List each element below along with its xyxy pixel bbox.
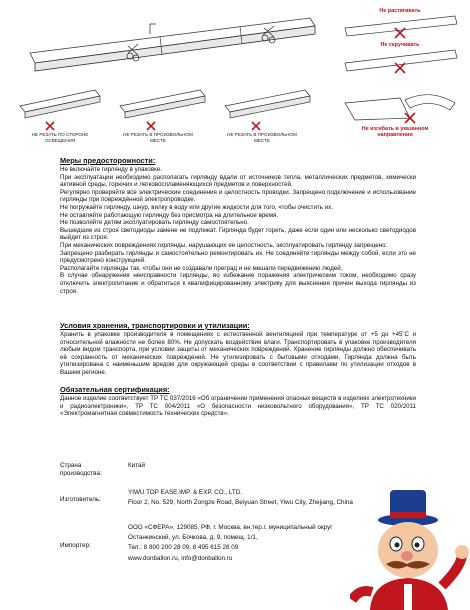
importer-label: Импортер: [60,542,91,549]
certification-title: Обязательная сертификация: [60,385,170,394]
caption-cut-random: НЕ РЕЗАТЬ В ПРОИЗВОЛЬНОМ МЕСТЕ [123,132,193,143]
product-info [60,462,400,602]
precaution-line: Располагайте гирлянды так, чтобы они не создавали преград и не мешали передвижению людей. [60,264,343,272]
precaution-line: Не погружайте гирлянду, шнур, вилку в воду или другие жидкости для того, чтобы очистить их. [60,203,333,211]
cross-icon [46,122,260,130]
caption-cut-other: НЕ РЕЗАТЬ В ПРОИЗВОЛЬНОМ МЕСТЕ [227,132,297,143]
precaution-line: При эксплуатации необходимо располагать гирлянду вдали от источников тепла, металлических предметов, химически активной среды, горючих и легковоспламеняющихся предметов и поверхностей. [60,173,416,189]
maker-value-name: YIWU TOP EASE IMP. & EXP. CO., LTD. [128,489,243,496]
mascot-image [350,488,470,610]
importer-contacts: www.donballon.ru, info@donballon.ru [128,555,233,562]
precautions-section [60,156,416,295]
precaution-line: В случае обнаружения неисправности гирлянды, во избежание поражения электрическим током, необходимо сразу отключить электропитание и обратиться к квалифицированному электрику для выяснения причин выхода гирлянды из строя. [60,272,416,295]
country-label: Страна производства: [60,462,102,477]
warning-no-twist: Не скручивать [380,42,420,48]
precaution-line: Не включайте гирлянду в упаковке. [60,166,162,173]
warning-no-bend: Не изгибать в указанном направлении [361,126,429,139]
precaution-line: При механических повреждениях гирлянды, нарушающих ее целостность, эксплуатировать гирлянду запрещено. [60,241,388,249]
storage-section [60,321,416,377]
certification-line: Данное изделие соответствует ТР ТС 037/2016 «Об ограничении применения опасных веществ в изделиях электротехники и радиоэлектроники», ТР ТС 004/2011 «О безопасности низковольтного оборудования», ТР ТС 020/2011 «Электромагнитная совместимость технических средств». [60,395,416,418]
importer-value-line: Тел.: 8 800 200 28 09, 8 495 615 28 09 [128,544,239,551]
importer-value-line: ООО «СФЕРА», 129085, РФ, г. Москва, вн.тер.г. муниципальный округ [128,524,333,531]
usage-illustration [10,8,460,148]
warning-no-stretch: Не растягивать [379,8,421,14]
maker-label: Изготовитель: [60,496,101,503]
precaution-line: Регулярно проверяйте все электрические соединения и целостность проводки. Запрещено подключение и использование гирлянды при повреждённой электропроводке. [60,188,416,204]
caption-cut-side: НЕ РЕЗАТЬ ПО СТОРОНЕ ОСВЕЩЕНИЯ [31,132,89,143]
maker-value-address: Floor 2, No. 529, North Zongze Road, Beiyuan Street, Yiwu City, Zhejiang, China [128,499,353,506]
storage-line: Хранить в упаковке производителя в помещениях с естественной вентиляцией при температуре от +5 до +45˚С и относительной влажности не более 80%. Не допускать воздействия влаги. Транспортировать в упаковке производителя любым видом транспорта, при условии защиты от механических повреждений. Хранение гирлянды должно обеспечивать её сохранность от механических повреждений. Не утилизировать с бытовыми отходами. Гирлянда должна быть утилизирована с наименьшим вредом для окружающей среды в соответствии с правилами по утилизации отходов в Вашем регионе. [60,331,416,376]
precaution-line: Вышедшие из строя светодиоды замене не подлежат. Гирлянда будет гореть, даже если один или несколько светодиодов выйдет из строя. [60,226,416,242]
precaution-line: Не позволяйте детям эксплуатировать гирлянду самостоятельно. [60,219,249,227]
precaution-line: Не оставляйте работающую гирлянду без присмотра на длительное время. [60,211,279,219]
country-value: Китай [128,462,146,469]
certification-section [60,385,416,418]
precaution-line: Запрещено разбирать гирлянды и самостоятельно ремонтировать их. Не соединяйте гирлянды между собой, если это не предусмотрено конструкцией. [60,249,416,265]
importer-value-line: Останкинский, ул. Бочкова, д. 9, помещ. 1/1, [128,534,258,541]
precautions-title: Меры предосторожности: [60,156,156,165]
storage-title: Условия хранения, транспортировки и утилизации: [60,321,250,330]
